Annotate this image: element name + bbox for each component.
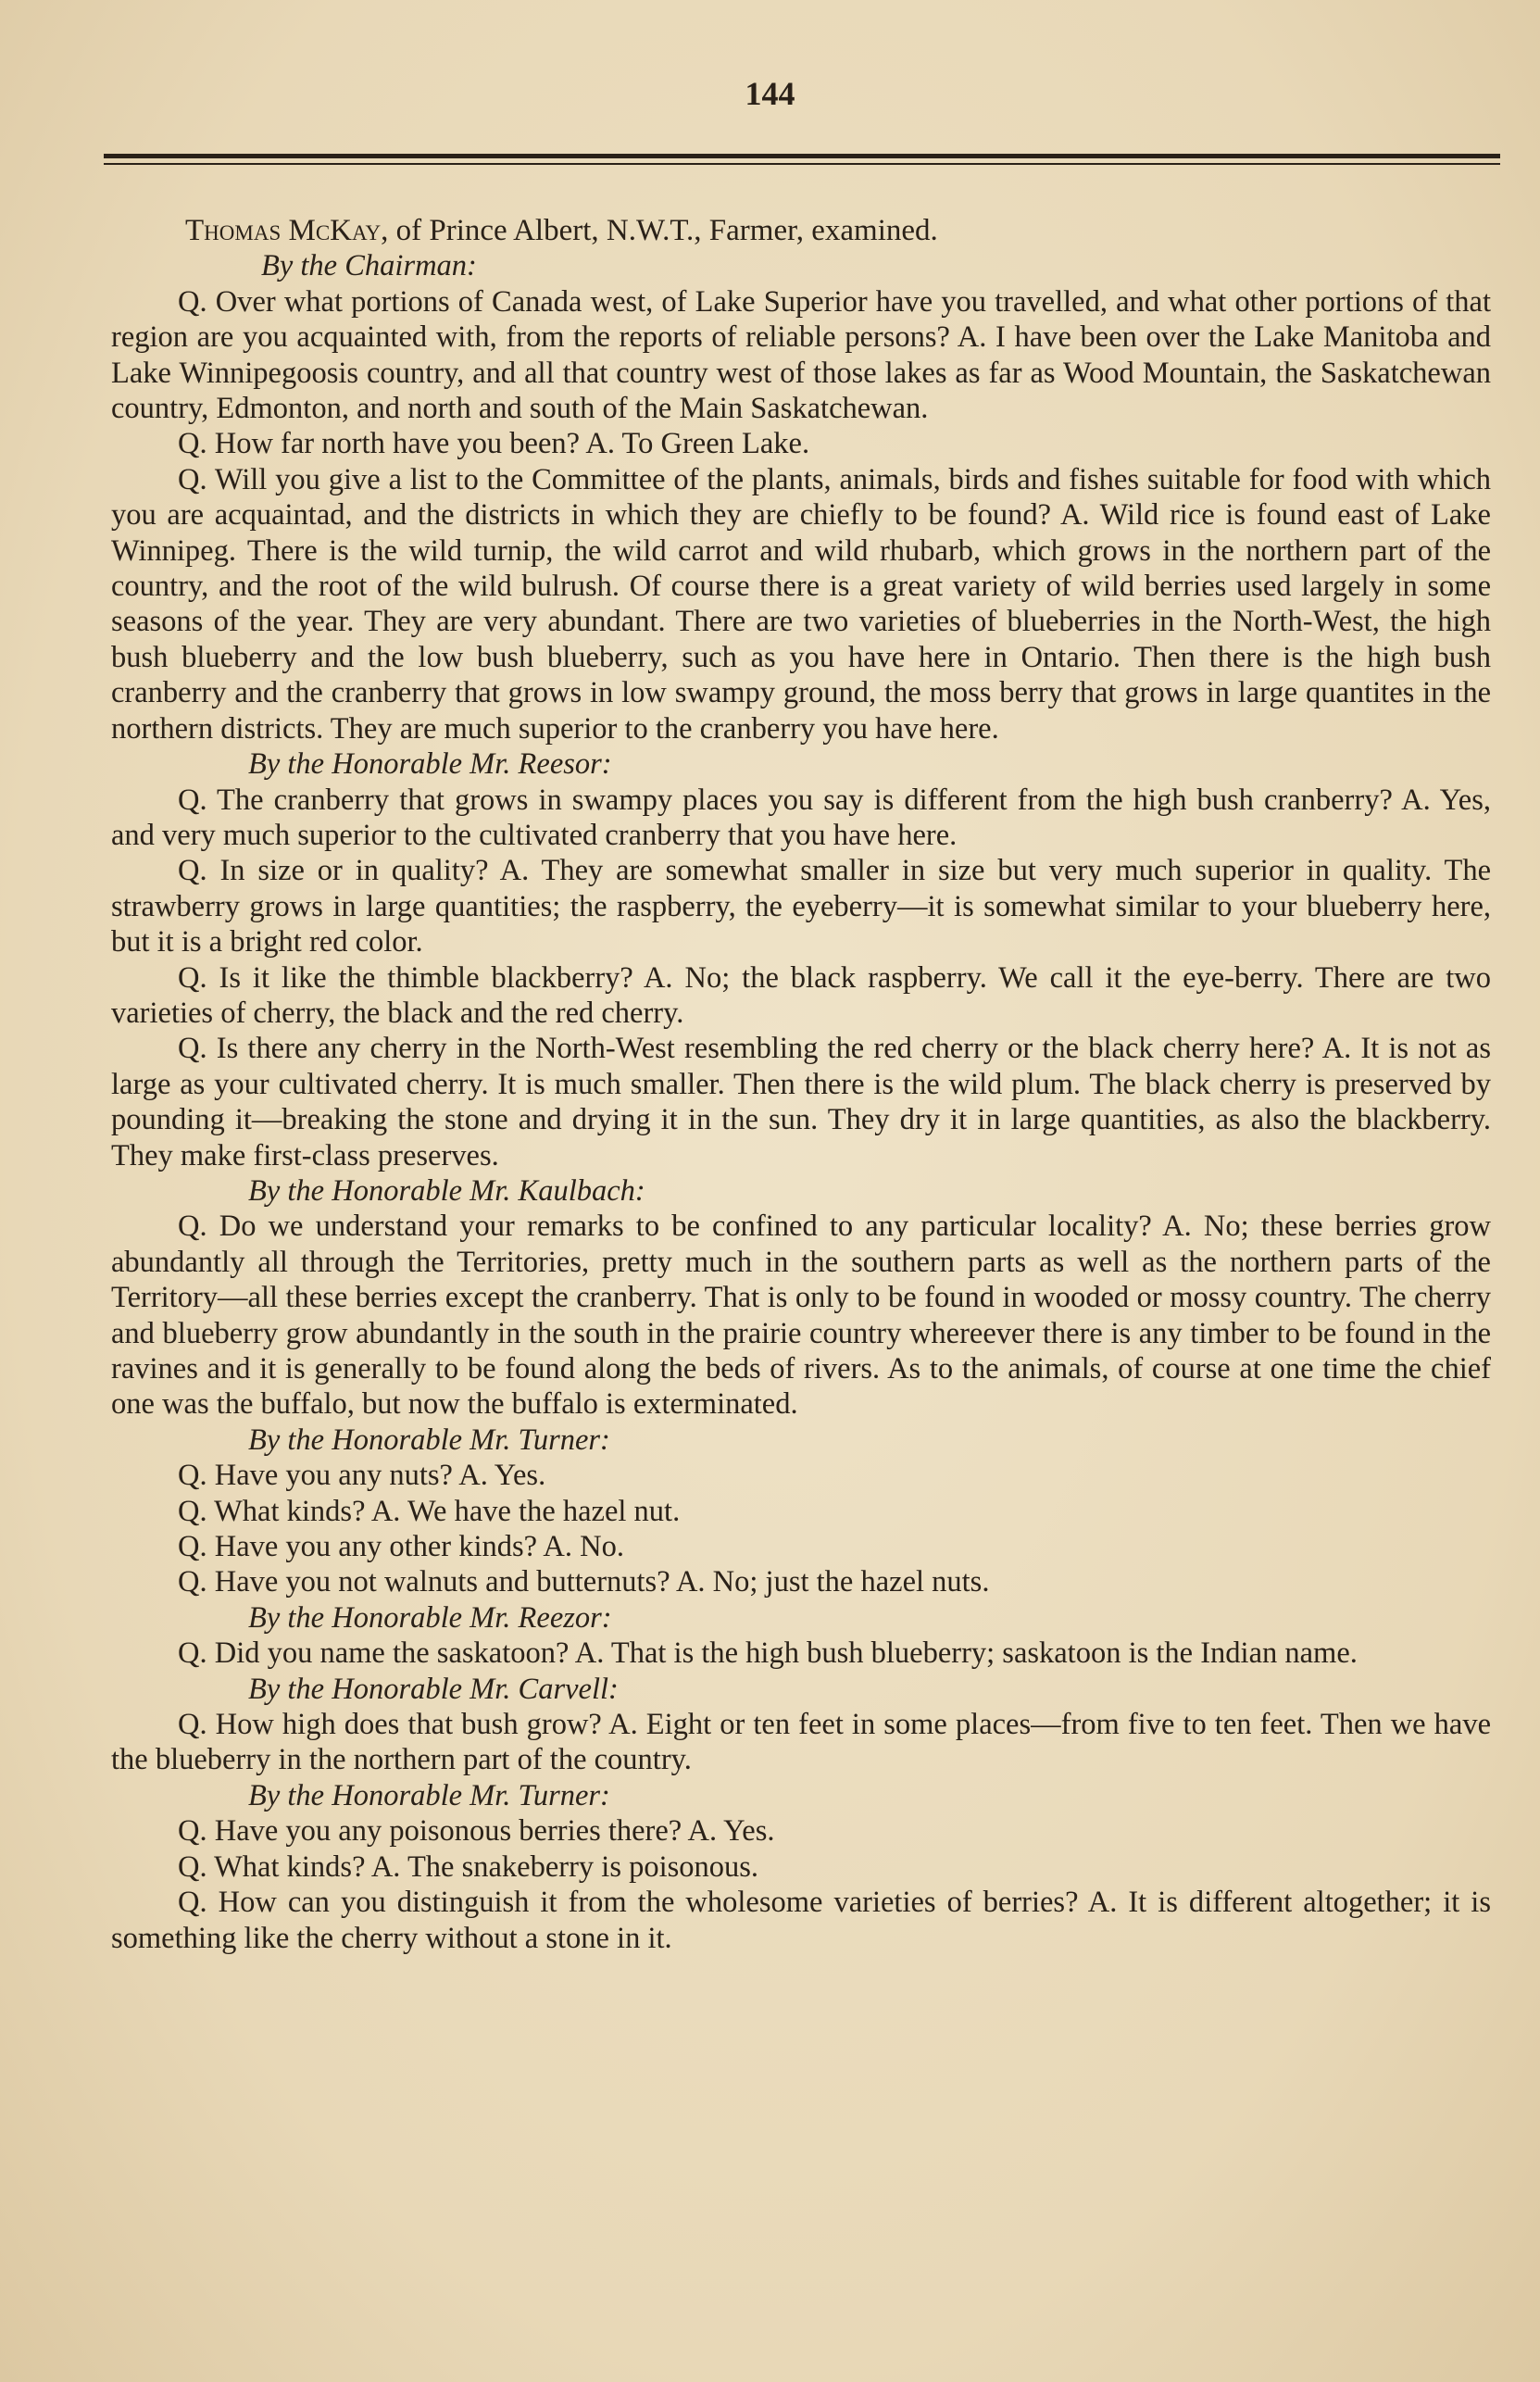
speaker-line: By the Honorable Mr. Turner:	[248, 1423, 610, 1457]
page-number: 144	[745, 75, 795, 112]
witness-name: Thomas McKay	[185, 214, 382, 247]
double-rule-divider	[104, 154, 1500, 167]
question-answer-paragraph: Q. Over what portions of Canada west, of Lake Superior have you travelled, and what other portions of that region are you acquainted with, from the reports of reliable persons? A. I have been over the Lake Manitoba and Lake Winnipegoosis country, and all that country west of those lakes as far as Wood Mountain, the Saskatchewan country, Edmonton, and north and south of the Main Saskatchewan.	[111, 284, 1491, 426]
question-answer-paragraph: Q. Have you not walnuts and butternuts? A. No; just the hazel nuts.	[178, 1565, 990, 1599]
witness-description: , of Prince Albert, N.W.T., Farmer, examined.	[381, 214, 938, 247]
question-answer-paragraph: Q. How far north have you been? A. To Green Lake.	[178, 427, 810, 461]
question-answer-paragraph: Q. In size or in quality? A. They are somewhat smaller in size but very much superior in quality. The strawberry grows in large quantities; the raspberry, the eyeberry—it is somewhat similar to your blueberry here, but it is a bright red color.	[111, 854, 1491, 959]
testimony-body	[111, 213, 1491, 1956]
question-answer-paragraph: Q. How can you distinguish it from the wholesome varieties of berries? A. It is different altogether; it is something like the cherry without a stone in it.	[111, 1886, 1491, 1955]
question-answer-paragraph: Q. Is it like the thimble blackberry? A. No; the black raspberry. We call it the eye-berry. There are two varieties of cherry, the black and the red cherry.	[111, 960, 1491, 1030]
speaker-line: By the Honorable Mr. Reesor:	[248, 747, 612, 782]
question-answer-paragraph: Q. What kinds? A. The snakeberry is poisonous.	[178, 1849, 759, 1884]
rule-thick-line	[104, 154, 1500, 158]
question-answer-paragraph: Q. What kinds? A. We have the hazel nut.	[178, 1494, 681, 1528]
question-answer-paragraph: Q. Have you any poisonous berries there? A. Yes.	[178, 1814, 775, 1849]
question-answer-paragraph: Q. Have you any other kinds? A. No.	[178, 1530, 624, 1564]
speaker-line: By the Chairman:	[261, 249, 477, 283]
speaker-line: By the Honorable Mr. Carvell:	[248, 1672, 619, 1706]
rule-thin-line	[104, 163, 1500, 165]
speaker-line: By the Honorable Mr. Kaulbach:	[248, 1173, 645, 1208]
question-answer-paragraph: Q. Is there any cherry in the North-West resembling the red cherry or the black cherry here? A. It is not as large as your cultivated cherry. It is much smaller. Then there is the wild plum. The black cherry is preserved by pounding it—breaking the stone and drying it in the sun. They dry it in large quantities, as also the blackberry. They make first-class preserves.	[111, 1032, 1491, 1172]
speaker-line: By the Honorable Mr. Turner:	[248, 1778, 610, 1812]
speaker-line: By the Honorable Mr. Reezor:	[248, 1600, 612, 1635]
question-answer-paragraph: Q. Will you give a list to the Committee of the plants, animals, birds and fishes suitable for food with which you are acquaintad, and the districts in which they are chiefly to be found? A. Wild rice is found east of Lake Winnipeg. There is the wild turnip, the wild carrot and wild rhubarb, which grows in the northern part of the country, and the root of the wild bulrush. Of course there is a great variety of wild berries used largely in some seasons of the year. They are very abundant. There are two varieties of blueberries in the North-West, the high bush blueberry and the low bush blueberry, such as you have here in Ontario. Then there is the high bush cranberry and the cranberry that grows in low swampy ground, the moss berry that grows in large quantites in the northern districts. They are much superior to the cranberry you have here.	[111, 462, 1491, 746]
question-answer-paragraph: Q. Did you name the saskatoon? A. That is the high bush blueberry; saskatoon is the Indian name.	[178, 1636, 1358, 1671]
question-answer-paragraph: Q. The cranberry that grows in swampy places you say is different from the high bush cranberry? A. Yes, and very much superior to the cultivated cranberry that you have here.	[111, 783, 1491, 852]
question-answer-paragraph: Q. How high does that bush grow? A. Eight or ten feet in some places—from five to ten feet. Then we have the blueberry in the northern part of the country.	[111, 1708, 1491, 1777]
question-answer-paragraph: Q. Have you any nuts? A. Yes.	[178, 1459, 546, 1493]
witness-heading	[111, 213, 1491, 248]
question-answer-paragraph: Q. Do we understand your remarks to be confined to any particular locality? A. No; these berries grow abundantly all through the Territories, pretty much in the southern parts as well as the northern parts of the Territory—all these berries except the cranberry. That is only to be found in wooded or mossy country. The cherry and blueberry grow abundantly in the south in the prairie country whereever there is any timber to be found in the ravines and it is generally to be found along the beds of rivers. As to the animals, of course at one time the chief one was the buffalo, but now the buffalo is exterminated.	[111, 1210, 1491, 1422]
